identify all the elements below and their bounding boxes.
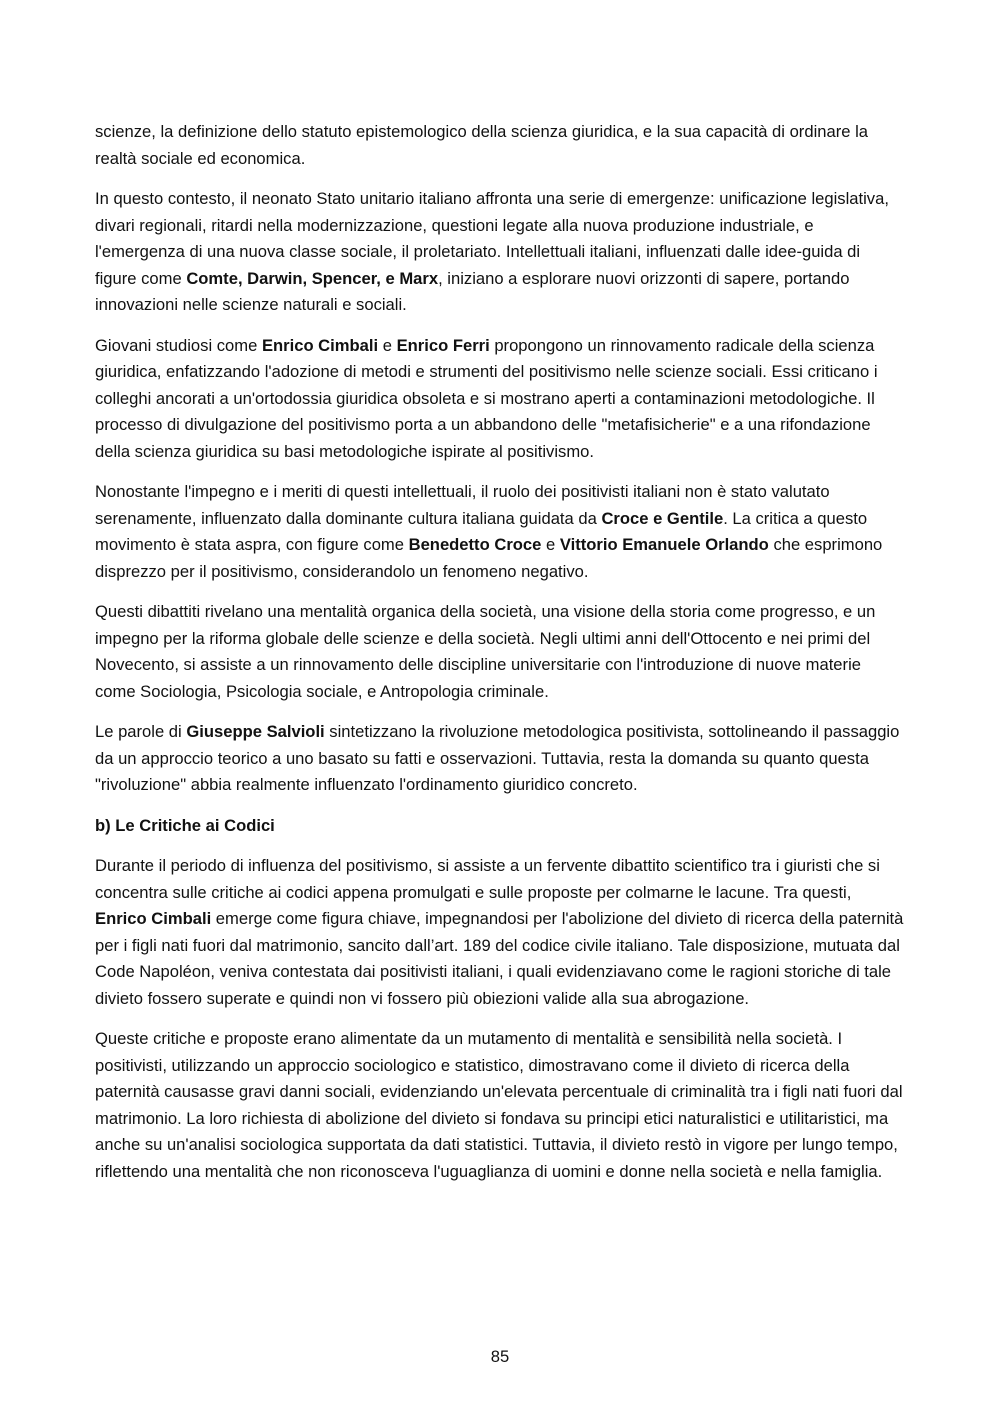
section-paragraphs <box>95 853 905 1185</box>
bold-text-segment: Enrico Cimbali <box>95 909 212 928</box>
text-segment: Durante il periodo di influenza del positivismo, si assiste a un fervente dibattito scientifico tra i giuristi che si concentra sulle critiche ai codici appena promulgati e sulle proposte per colmarne le lacune. Tra questi, <box>95 856 880 902</box>
text-segment: che esprimono disprezzo per il positivismo, considerandolo un fenomeno negativo. <box>95 535 883 581</box>
bold-text-segment: Giuseppe Salvioli <box>186 722 325 741</box>
text-segment: Questi dibattiti rivelano una mentalità organica della società, una visione della storia come progresso, e un impegno per la riforma globale delle scienze e della società. Negli ultimi anni dell'Ottocento e nei primi del Novecento, si assiste a un rinnovamento delle discipline universitarie con l'introduzione di nuove materie come Sociologia, Psicologia sociale, e Antropologia criminale. <box>95 602 876 701</box>
page-number: 85 <box>490 1347 510 1366</box>
bold-text-segment: Benedetto Croce <box>408 535 542 554</box>
text-segment: . La critica a questo movimento è stata aspra, con figure come <box>95 508 868 554</box>
page-body <box>95 119 905 1199</box>
text-segment: e <box>378 335 397 355</box>
paragraph <box>95 1026 905 1185</box>
text-segment: propongono un rinnovamento radicale della scienza giuridica, enfatizzando l'adozione di metodi e strumenti del positivismo nelle scienze sociali. Essi criticano i colleghi ancorati a un'ortodossia giuridica obsoleta e si mostrano aperti a contaminazioni metodologiche. Il processo di divulgazione del positivismo porta a un abbandono delle "metafisicherie" e a una rifondazione della scienza giuridica su basi metodologiche ispirate al positivismo. <box>95 335 878 461</box>
paragraph <box>95 719 905 799</box>
bold-text-segment: Vittorio Emanuele Orlando <box>559 535 769 554</box>
bold-text-segment: Croce e Gentile <box>601 508 724 528</box>
bold-text-segment: Enrico Cimbali <box>261 335 379 355</box>
bold-text-segment: Comte, Darwin, Spencer, e Marx <box>186 268 439 288</box>
text-segment: , iniziano a esplorare nuovi orizzonti di sapere, portando innovazioni nelle scienze naturali e sociali. <box>95 268 850 314</box>
text-segment: In questo contesto, il neonato Stato unitario italiano affronta una serie di emergenze: unificazione legislativa, divari regionali, ritardi nella modernizzazione, questioni legate alla nuova produzione industriale, e l'emergenza di una nuova classe sociale, il proletariato. Intellettuali italiani, influenzati dalle idee-guida di figure come <box>95 189 889 288</box>
section-heading: b) Le Critiche ai Codici <box>95 815 275 835</box>
text-segment: sintetizzano la rivoluzione metodologica positivista, sottolineando il passaggio da un approccio teorico a uno basato su fatti e osservazioni. Tuttavia, resta la domanda su quanto questa "rivoluzione" abbia realmente influenzato l'ordinamento giuridico concreto. <box>95 722 900 794</box>
paragraph <box>95 333 905 466</box>
paragraph <box>95 853 905 1012</box>
bold-text-segment: Enrico Ferri <box>396 335 490 355</box>
text-segment: Nonostante l'impegno e i meriti di questi intellettuali, il ruolo dei positivisti italiani non è stato valutato serenamente, influenzato dalla dominante cultura italiana guidata da <box>95 482 830 528</box>
text-segment: e <box>541 535 560 554</box>
paragraph <box>95 479 905 585</box>
text-segment: scienze, la definizione dello statuto epistemologico della scienza giuridica, e la sua capacità di ordinare la realtà sociale ed economica. <box>95 122 868 168</box>
paragraph <box>95 119 905 172</box>
text-segment: Le parole di <box>95 722 187 741</box>
text-segment: emerge come figura chiave, impegnandosi per l'abolizione del divieto di ricerca della paternità per i figli nati fuori dal matrimonio, sancito dall’art. 189 del codice civile italiano. Tale disposizione, mutuata dal Code Napoléon, veniva contestata dai positivisti italiani, i quali evidenziavano come le ragioni storiche di tale divieto fossero superate e quindi non vi fossero più obiezioni valide alla sua abrogazione. <box>95 909 904 1008</box>
paragraph <box>95 186 905 319</box>
paragraph <box>95 599 905 705</box>
intro-paragraphs <box>95 119 905 799</box>
text-segment: Queste critiche e proposte erano alimentate da un mutamento di mentalità e sensibilità nella società. I positivisti, utilizzando un approccio sociologico e statistico, dimostravano come il divieto di ricerca della paternità causasse gravi danni sociali, evidenziando un'elevata percentuale di criminalità tra i figli nati fuori dal matrimonio. La loro richiesta di abolizione del divieto si fondava su principi etici naturalistici e utilitaristici, ma anche su un'analisi sociologica supportata da dati statistici. Tuttavia, il divieto restò in vigore per lungo tempo, riflettendo una mentalità che non riconosceva l'uguaglianza di uomini e donne nella società e nella famiglia. <box>95 1029 903 1181</box>
text-segment: Giovani studiosi come <box>95 335 262 355</box>
